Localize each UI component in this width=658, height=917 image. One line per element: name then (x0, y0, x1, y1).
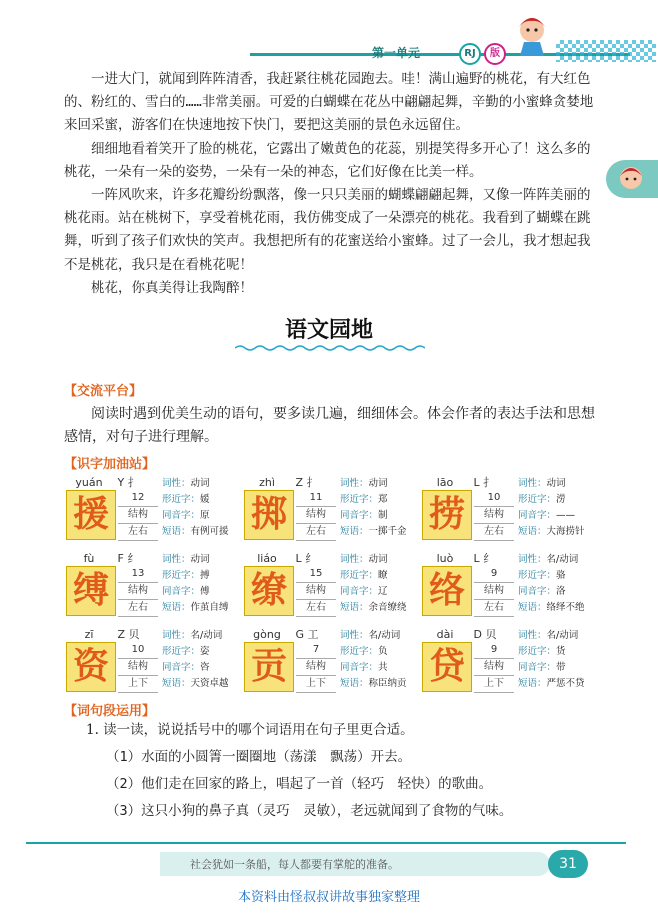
char-strokes: 9 (474, 566, 514, 583)
char-position: 左右 (474, 524, 514, 541)
char-position: 上下 (474, 676, 514, 693)
char-meta (474, 566, 514, 617)
char-tongyin: 同音字：共 (340, 662, 388, 673)
char-glyph: 捞 (422, 490, 472, 540)
char-glyph: 络 (422, 566, 472, 616)
char-structure: 结构 (474, 659, 514, 676)
char-duanyu: 短语：天资卓越 (162, 678, 229, 689)
char-info (162, 552, 244, 616)
question-block (86, 717, 606, 825)
char-pinyin: luò (436, 552, 454, 565)
question-item: （2）他们走在回家的路上，唱起了一首（轻巧 轻快）的歌曲。 (106, 776, 493, 792)
char-structure: 结构 (474, 507, 514, 524)
char-duanyu: 短语：络绎不绝 (518, 602, 585, 613)
question-item: （3）这只小狗的鼻子真（灵巧 灵敏），老远就闻到了食物的气味。 (106, 803, 513, 819)
char-strokes: 7 (296, 642, 336, 659)
char-pinyin: yuán (75, 476, 103, 489)
char-duanyu: 短语：大海捞针 (518, 526, 585, 537)
character-grid (64, 474, 614, 696)
char-strokes: 12 (118, 490, 158, 507)
char-info (340, 552, 422, 616)
char-cixing: 词性：动词 (340, 554, 388, 565)
char-tongyin: 同音字：制 (340, 510, 388, 521)
char-position: 上下 (118, 676, 158, 693)
char-meta (118, 642, 158, 693)
char-glyph: 缭 (244, 566, 294, 616)
char-meta (296, 490, 336, 541)
side-mascot-icon (618, 164, 644, 192)
char-radical: 贝 (485, 628, 497, 641)
page-header (0, 0, 658, 62)
char-letter: L (295, 552, 302, 565)
char-cixing: 词性：动词 (340, 478, 388, 489)
char-xingjin: 形近字：媛 (162, 494, 210, 505)
char-card (242, 550, 420, 620)
char-radical: 贝 (128, 628, 140, 641)
char-letter: L (473, 476, 480, 489)
char-strokes: 13 (118, 566, 158, 583)
char-meta (296, 642, 336, 693)
char-position: 左右 (474, 600, 514, 617)
char-structure: 结构 (296, 659, 336, 676)
page-number: 31 (548, 850, 588, 878)
char-radical: 纟 (483, 552, 495, 565)
char-pinyin: fù (83, 552, 95, 565)
char-meta (296, 566, 336, 617)
exchange-text (64, 403, 599, 449)
char-duanyu: 短语：称臣纳贡 (340, 678, 407, 689)
char-structure: 结构 (118, 583, 158, 600)
char-info (162, 628, 244, 692)
char-position: 左右 (296, 524, 336, 541)
char-position: 上下 (296, 676, 336, 693)
passage-paragraph: 细细地看着笑开了脸的桃花，它露出了嫩黄色的花蕊，别提笑得多开心了！这么多的桃花，一朵有一朵的姿势，一朵有一朵的神态，它们好像在比美一样。 (64, 140, 591, 180)
char-meta (118, 490, 158, 541)
char-letter: D (473, 628, 482, 641)
char-letter: G (295, 628, 305, 641)
char-radical: 纟 (127, 552, 139, 565)
char-pinyin: dài (436, 628, 454, 641)
char-pinyin: gòng (253, 628, 281, 641)
char-glyph: 掷 (244, 490, 294, 540)
char-letter: Z (295, 476, 304, 489)
char-card (242, 474, 420, 544)
rj-badge: RJ (459, 43, 481, 65)
exchange-heading: 【交流平台】 (64, 384, 143, 399)
char-tongyin: 同音字：傅 (162, 586, 210, 597)
char-pinyin-row (64, 626, 140, 642)
header-checker-decoration (556, 40, 656, 62)
story-passage (64, 68, 594, 300)
char-radical: 纟 (305, 552, 317, 565)
char-card (64, 474, 242, 544)
char-card (420, 626, 598, 696)
question-prompt: 1. 读一读，说说括号中的哪个词语用在句子里更合适。 (86, 722, 414, 738)
char-tongyin: 同音字：原 (162, 510, 210, 521)
char-glyph: 资 (66, 642, 116, 692)
char-letter: Z (117, 628, 126, 641)
char-xingjin: 形近字：搏 (162, 570, 210, 581)
char-strokes: 9 (474, 642, 514, 659)
char-position: 左右 (296, 600, 336, 617)
char-info (340, 476, 422, 540)
char-radical: 扌 (306, 476, 318, 489)
char-letter: Y (117, 476, 125, 489)
char-card (420, 474, 598, 544)
char-position: 左右 (118, 524, 158, 541)
char-tongyin: 同音字：辽 (340, 586, 388, 597)
char-strokes: 15 (296, 566, 336, 583)
char-info (518, 552, 600, 616)
char-pinyin-row (242, 626, 319, 642)
char-info (340, 628, 422, 692)
char-cixing: 词性：名/动词 (340, 630, 401, 641)
char-xingjin: 形近字：涝 (518, 494, 566, 505)
char-info (518, 476, 600, 540)
char-cixing: 词性：名/动词 (518, 554, 579, 565)
char-tongyin: 同音字：洛 (518, 586, 566, 597)
char-tongyin: 同音字：咨 (162, 662, 210, 673)
char-card (64, 626, 242, 696)
char-duanyu: 短语：作茧自缚 (162, 602, 229, 613)
char-meta (118, 566, 158, 617)
char-duanyu: 短语：一掷千金 (340, 526, 407, 537)
char-position: 左右 (118, 600, 158, 617)
char-strokes: 11 (296, 490, 336, 507)
char-pinyin-row (420, 474, 494, 490)
char-meta (474, 642, 514, 693)
char-glyph: 贡 (244, 642, 294, 692)
edition-badge: 版 (484, 43, 506, 65)
char-pinyin: liáo (257, 552, 277, 565)
mascot-icon (512, 12, 552, 58)
footer-rule (26, 842, 626, 844)
char-letter: F (117, 552, 124, 565)
exchange-paragraph: 阅读时遇到优美生动的语句，要多读几遍，细细体会。体会作者的表达手法和思想感情，对句子进行理解。 (64, 406, 595, 445)
char-boost-heading: 【识字加油站】 (64, 457, 156, 472)
char-xingjin: 形近字：姿 (162, 646, 210, 657)
char-radical: 扌 (483, 476, 495, 489)
char-meta (474, 490, 514, 541)
char-pinyin: zhì (259, 476, 275, 489)
char-structure: 结构 (474, 583, 514, 600)
footer-motto: 社会犹如一条船，每人都要有掌舵的准备。 (190, 858, 399, 871)
char-structure: 结构 (118, 659, 158, 676)
char-card (64, 550, 242, 620)
passage-paragraph: 一阵风吹来，许多花瓣纷纷飘落，像一只只美丽的蝴蝶翩翩起舞，又像一阵阵美丽的桃花雨。站在桃树下，享受着桃花雨，我仿佛变成了一朵漂亮的桃花。我看到了蝴蝶在跳舞，听到了孩子们欢快的笑声。我想把所有的花蜜送给小蜜蜂。过了一会儿，我才想起我不是桃花，我只是在看桃花呢！ (64, 187, 591, 273)
char-radical: 工 (307, 628, 319, 641)
char-xingjin: 形近字：货 (518, 646, 566, 657)
char-info (518, 628, 600, 692)
char-glyph: 援 (66, 490, 116, 540)
credit-line: 本资料由怪叔叔讲故事独家整理 (237, 890, 420, 905)
char-duanyu: 短语：有例可援 (162, 526, 229, 537)
char-glyph: 缚 (66, 566, 116, 616)
char-xingjin: 形近字：瞭 (340, 570, 388, 581)
char-card (420, 550, 598, 620)
unit-label: 第一单元 (372, 46, 421, 60)
char-tongyin: 同音字：带 (518, 662, 566, 673)
char-card (242, 626, 420, 696)
char-radical: 扌 (127, 476, 139, 489)
char-pinyin-row (420, 626, 496, 642)
passage-paragraph: 桃花，你真美得让我陶醉！ (91, 279, 253, 296)
char-duanyu: 短语：余音缭绕 (340, 602, 407, 613)
usage-heading: 【词句段运用】 (64, 704, 156, 719)
char-structure: 结构 (118, 507, 158, 524)
char-cixing: 词性：名/动词 (162, 630, 223, 641)
char-duanyu: 短语：严惩不贷 (518, 678, 585, 689)
char-pinyin-row (242, 474, 318, 490)
char-xingjin: 形近字：郑 (340, 494, 388, 505)
char-glyph: 贷 (422, 642, 472, 692)
char-xingjin: 形近字：负 (340, 646, 388, 657)
char-cixing: 词性：名/动词 (518, 630, 579, 641)
char-structure: 结构 (296, 583, 336, 600)
char-xingjin: 形近字：骆 (518, 570, 566, 581)
char-letter: L (473, 552, 480, 565)
char-strokes: 10 (474, 490, 514, 507)
section-title: 语文园地 (284, 318, 373, 343)
question-item: （1）水面的小圆箐一圈圈地（荡漾 飘荡）开去。 (106, 749, 412, 765)
char-cixing: 词性：动词 (518, 478, 566, 489)
char-pinyin-row (242, 550, 316, 566)
char-cixing: 词性：动词 (162, 554, 210, 565)
char-structure: 结构 (296, 507, 336, 524)
char-pinyin: zī (84, 628, 94, 641)
char-cixing: 词性：动词 (162, 478, 210, 489)
char-pinyin-row (64, 550, 138, 566)
char-pinyin: lāo (436, 476, 454, 489)
char-strokes: 10 (118, 642, 158, 659)
char-info (162, 476, 244, 540)
title-wave-decoration (235, 344, 425, 352)
char-pinyin-row (420, 550, 494, 566)
passage-paragraph: 一进大门，就闻到阵阵清香，我赶紧往桃花园跑去。哇！满山遍野的桃花，有大红色的、粉红的、雪白的……非常美丽。可爱的白蝴蝶在花丛中翩翩起舞，辛勤的小蜜蜂贪婪地来回采蜜，游客们在快速地按下快门，要把这美丽的景色永远留住。 (64, 71, 594, 134)
char-tongyin: 同音字：—— (518, 510, 576, 521)
char-pinyin-row (64, 474, 139, 490)
